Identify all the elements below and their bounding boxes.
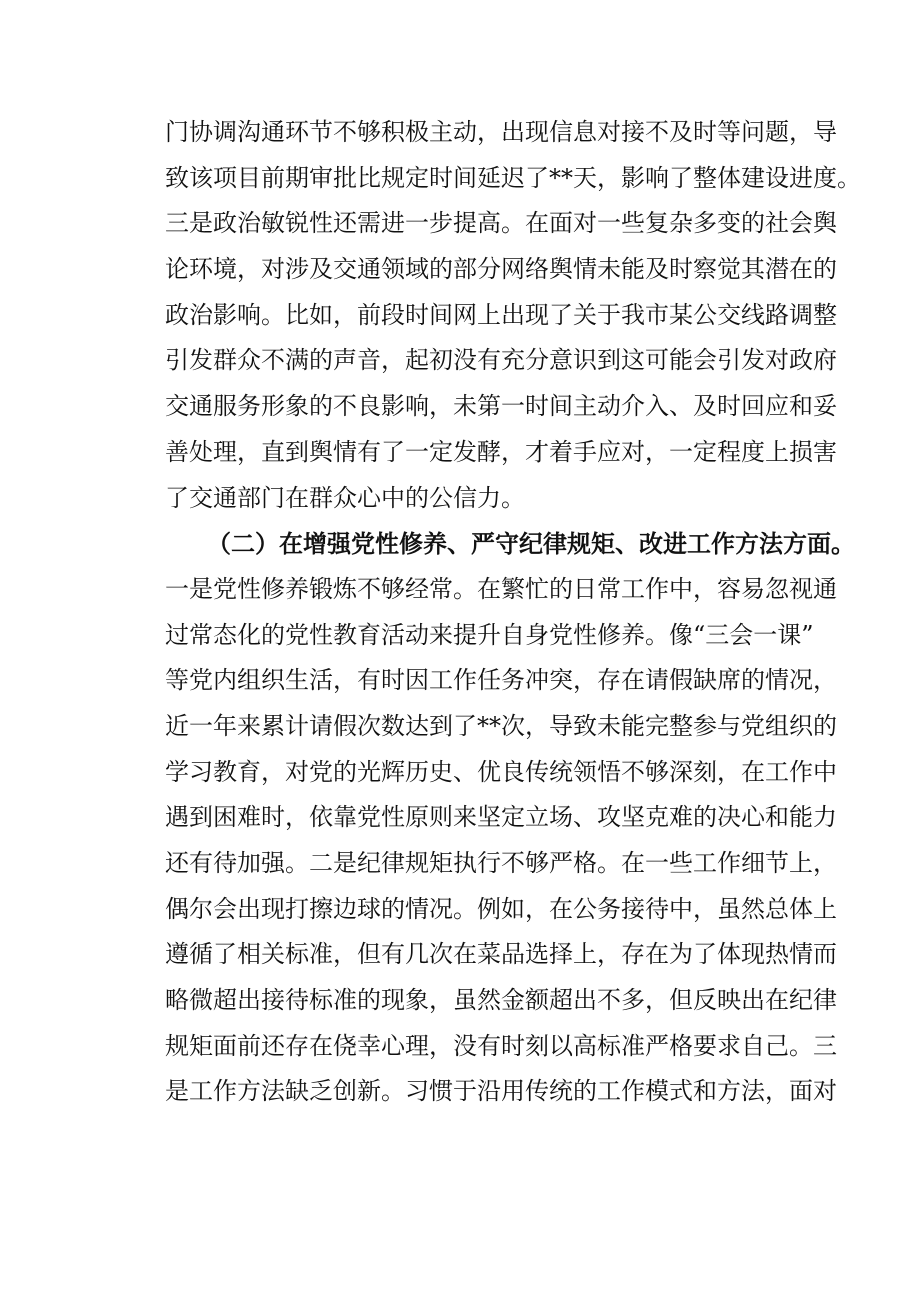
text-line: 是工作方法缺乏创新。习惯于沿用传统的工作模式和方法，面对 [165, 1077, 837, 1106]
text-line: 引发群众不满的声音，起初没有充分意识到这可能会引发对政府 [165, 346, 837, 375]
text-line: 致该项目前期审批比规定时间延迟了**天，影响了整体建设进度。 [165, 163, 861, 192]
text-line: 交通服务形象的不良影响，未第一时间主动介入、及时回应和妥 [165, 392, 837, 421]
text-line: 等党内组织生活，有时因工作任务冲突，存在请假缺席的情况， [165, 666, 837, 695]
text-line: 了交通部门在群众心中的公信力。 [165, 483, 525, 512]
text-line: 过常态化的党性教育活动来提升自身党性修养。像“三会一课” [165, 620, 814, 649]
text-line: 遵循了相关标准，但有几次在菜品选择上，存在为了体现热情而 [165, 940, 837, 969]
text-line: 近一年来累计请假次数达到了**次，导致未能完整参与党组织的 [165, 711, 837, 740]
text-line: 政治影响。比如，前段时间网上出现了关于我市某公交线路调整 [165, 300, 837, 329]
text-line: 论环境，对涉及交通领域的部分网络舆情未能及时察觉其潜在的 [165, 255, 837, 284]
section-heading: （二）在增强党性修养、严守纪律规矩、改进工作方法方面。 [207, 529, 855, 559]
text-line: 善处理，直到舆情有了一定发酵，才着手应对，一定程度上损害 [165, 437, 837, 466]
text-line: 门协调沟通环节不够积极主动，出现信息对接不及时等问题，导 [165, 118, 837, 146]
text-line: 遇到困难时，依靠党性原则来坚定立场、攻坚克难的决心和能力 [165, 803, 837, 832]
text-line: 学习教育，对党的光辉历史、优良传统领悟不够深刻，在工作中 [165, 757, 837, 786]
text-line: 偶尔会出现打擦边球的情况。例如，在公务接待中，虽然总体上 [165, 894, 837, 923]
text-line: 还有待加强。二是纪律规矩执行不够严格。在一些工作细节上， [165, 849, 837, 877]
body-text [165, 110, 861, 1115]
text-line: 略微超出接待标准的现象，虽然金额超出不多，但反映出在纪律 [165, 986, 837, 1015]
text-line: 一是党性修养锻炼不够经常。在繁忙的日常工作中，容易忽视通 [165, 574, 837, 603]
text-line: 三是政治敏锐性还需进一步提高。在面对一些复杂多变的社会舆 [165, 209, 837, 238]
text-line: 规矩面前还存在侥幸心理，没有时刻以高标准严格要求自己。三 [165, 1031, 837, 1060]
